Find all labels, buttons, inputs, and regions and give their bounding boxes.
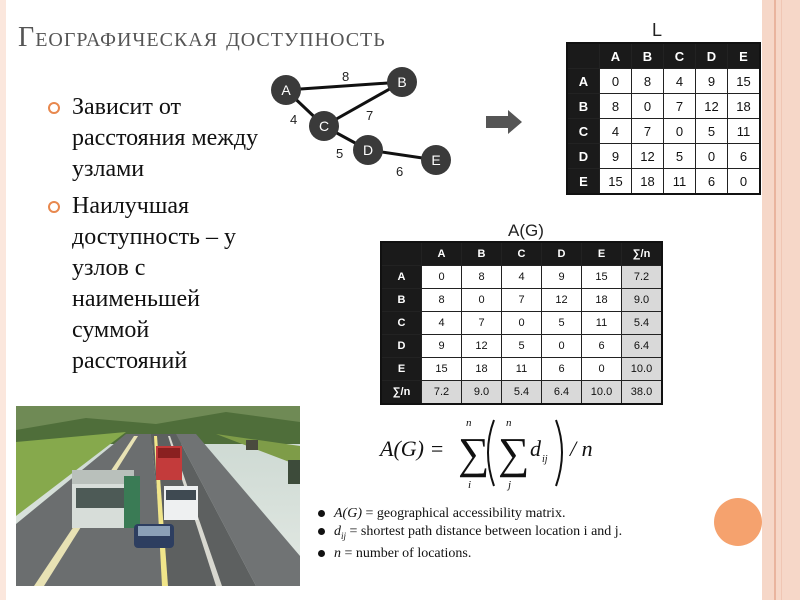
distance-matrix-table — [566, 42, 761, 195]
circle-bullet-icon — [48, 201, 60, 213]
note-symbol: d — [334, 524, 341, 539]
table-cell: 0 — [502, 312, 542, 335]
table-cell: 9 — [542, 266, 582, 289]
slide-title: Географическая доступность — [18, 22, 386, 53]
decorative-orange-circle — [714, 498, 762, 546]
table-cell: 11 — [664, 169, 696, 195]
table-cell: 12 — [462, 335, 502, 358]
table-cell: 15 — [728, 69, 761, 94]
table-cell: 9 — [696, 69, 728, 94]
table-cell: 8 — [600, 94, 632, 119]
column-header: C — [664, 43, 696, 69]
table-cell: 7 — [664, 94, 696, 119]
table-cell: 8 — [422, 289, 462, 312]
table-corner-cell — [381, 242, 422, 266]
table-cell: 0 — [542, 335, 582, 358]
column-header: B — [632, 43, 664, 69]
column-sum-cell: 7.2 — [422, 381, 462, 405]
table-cell: 11 — [728, 119, 761, 144]
formula-term-sub: ij — [542, 454, 548, 465]
row-sum-cell: 5.4 — [622, 312, 663, 335]
bullet-text: Зависит от расстояния между узлами — [72, 94, 259, 182]
table-cell: 8 — [632, 69, 664, 94]
table-cell: 11 — [502, 358, 542, 381]
table-cell: 9 — [600, 144, 632, 169]
right-arrow-icon — [486, 110, 524, 134]
table-cell: 5 — [696, 119, 728, 144]
table-cell: 7 — [632, 119, 664, 144]
column-header: C — [502, 242, 542, 266]
row-header: C — [381, 312, 422, 335]
table-row — [381, 266, 662, 289]
table-cell: 18 — [582, 289, 622, 312]
table-cell: 18 — [728, 94, 761, 119]
formula-lhs: A(G) = — [380, 436, 445, 461]
circle-bullet-icon — [48, 102, 60, 114]
table-cell: 0 — [632, 94, 664, 119]
note-item — [316, 523, 696, 545]
note-text: = number of locations. — [341, 545, 472, 561]
bullet-item — [46, 191, 266, 377]
table-cell: 6 — [696, 169, 728, 195]
bullet-dot-icon — [318, 510, 325, 517]
table-cell: 15 — [582, 266, 622, 289]
row-header: D — [567, 144, 600, 169]
right-frame-line-thin — [781, 0, 782, 600]
formula-term: d — [530, 436, 541, 461]
table-cell: 6 — [582, 335, 622, 358]
table-l-title: L — [652, 20, 663, 40]
graph-node-label: C — [318, 118, 330, 134]
table-cell: 0 — [600, 69, 632, 94]
right-frame-line — [774, 0, 776, 600]
table-header-row — [567, 43, 760, 69]
network-graph — [262, 62, 462, 182]
table-cell: 0 — [696, 144, 728, 169]
graph-node-label: B — [397, 74, 407, 90]
graph-node-label: E — [431, 152, 441, 168]
table-cell: 0 — [422, 266, 462, 289]
table-ag-title: A(G) — [508, 221, 544, 240]
table-row — [567, 119, 760, 144]
table-cell: 0 — [462, 289, 502, 312]
column-sum-cell: 6.4 — [542, 381, 582, 405]
row-header: B — [381, 289, 422, 312]
row-sum-cell: 10.0 — [622, 358, 663, 381]
table-cell: 5 — [542, 312, 582, 335]
table-row — [567, 144, 760, 169]
legend-notes — [316, 505, 696, 563]
column-header: E — [582, 242, 622, 266]
accessibility-formula — [378, 412, 618, 498]
right-paren-icon — [556, 420, 562, 486]
accessibility-matrix-table — [380, 241, 663, 405]
edge-weight-b-c: 7 — [366, 108, 374, 123]
row-header: D — [381, 335, 422, 358]
bullet-dot-icon — [318, 550, 325, 557]
row-header: A — [567, 69, 600, 94]
table-header-row — [381, 242, 662, 266]
column-sum-cell: 5.4 — [502, 381, 542, 405]
table-row — [381, 289, 662, 312]
table-cell: 0 — [664, 119, 696, 144]
outer-sum-symbol: ∑ — [458, 429, 490, 478]
table-cell: 12 — [542, 289, 582, 312]
row-sum-cell: 7.2 — [622, 266, 663, 289]
table-row — [567, 69, 760, 94]
table-cell: 15 — [600, 169, 632, 195]
total-sum-cell: 38.0 — [622, 381, 663, 405]
table-cell: 4 — [664, 69, 696, 94]
table-cell: 7 — [462, 312, 502, 335]
row-header: E — [381, 358, 422, 381]
row-sum-cell: 6.4 — [622, 335, 663, 358]
table-cell: 12 — [696, 94, 728, 119]
note-item — [316, 545, 696, 563]
column-sum-cell: 10.0 — [582, 381, 622, 405]
row-sum-cell: 9.0 — [622, 289, 663, 312]
graph-node-label: D — [362, 142, 374, 158]
table-cell: 6 — [728, 144, 761, 169]
bullet-text: Наилучшая доступность – у узлов с наименьшей суммой расстояний — [72, 193, 237, 374]
edge-weight-a-b: 8 — [342, 69, 350, 84]
graph-node-label: A — [281, 82, 291, 98]
table-cell: 12 — [632, 144, 664, 169]
row-header: A — [381, 266, 422, 289]
table-cell: 11 — [582, 312, 622, 335]
column-header: A — [422, 242, 462, 266]
note-symbol: n — [334, 545, 341, 561]
column-header-sum: ∑/n — [622, 242, 663, 266]
table-sum-row — [381, 381, 662, 405]
table-corner-cell — [567, 43, 600, 69]
note-symbol-sub: ij — [341, 530, 347, 541]
edge-weight-a-c: 4 — [290, 112, 298, 127]
edge-weight-d-e: 6 — [396, 164, 404, 179]
table-row — [381, 335, 662, 358]
left-frame-strip — [0, 0, 6, 600]
table-row — [567, 94, 760, 119]
table-cell: 7 — [502, 289, 542, 312]
note-text: = shortest path distance between location i and j. — [346, 524, 623, 539]
inner-sum-upper: n — [506, 417, 512, 429]
table-cell: 18 — [462, 358, 502, 381]
table-cell: 18 — [632, 169, 664, 195]
outer-sum-upper: n — [466, 417, 472, 429]
note-item — [316, 505, 696, 523]
bullet-dot-icon — [318, 528, 325, 535]
column-header: A — [600, 43, 632, 69]
formula-divisor: / n — [570, 436, 593, 461]
highway-photo — [16, 406, 300, 586]
table-cell: 5 — [502, 335, 542, 358]
inner-sum-symbol: ∑ — [498, 429, 530, 478]
table-cell: 4 — [600, 119, 632, 144]
table-row — [567, 169, 760, 195]
table-cell: 4 — [502, 266, 542, 289]
outer-sum-lower: i — [468, 479, 472, 491]
note-text: = geographical accessibility matrix. — [362, 506, 566, 521]
table-cell: 15 — [422, 358, 462, 381]
column-header: E — [728, 43, 761, 69]
table-cell: 4 — [422, 312, 462, 335]
column-header: D — [696, 43, 728, 69]
table-row — [381, 358, 662, 381]
bullet-list — [46, 92, 266, 383]
table-cell: 9 — [422, 335, 462, 358]
table-cell: 6 — [542, 358, 582, 381]
inner-sum-lower: j — [508, 479, 512, 491]
column-header: B — [462, 242, 502, 266]
row-header: E — [567, 169, 600, 195]
note-symbol: A(G) — [334, 506, 362, 521]
row-header-sum: ∑/n — [381, 381, 422, 405]
column-header: D — [542, 242, 582, 266]
table-cell: 8 — [462, 266, 502, 289]
table-cell: 0 — [728, 169, 761, 195]
bullet-item — [46, 92, 266, 185]
table-row — [381, 312, 662, 335]
table-cell: 5 — [664, 144, 696, 169]
row-header: B — [567, 94, 600, 119]
table-cell: 0 — [582, 358, 622, 381]
row-header: C — [567, 119, 600, 144]
edge-weight-c-d: 5 — [336, 146, 344, 161]
column-sum-cell: 9.0 — [462, 381, 502, 405]
